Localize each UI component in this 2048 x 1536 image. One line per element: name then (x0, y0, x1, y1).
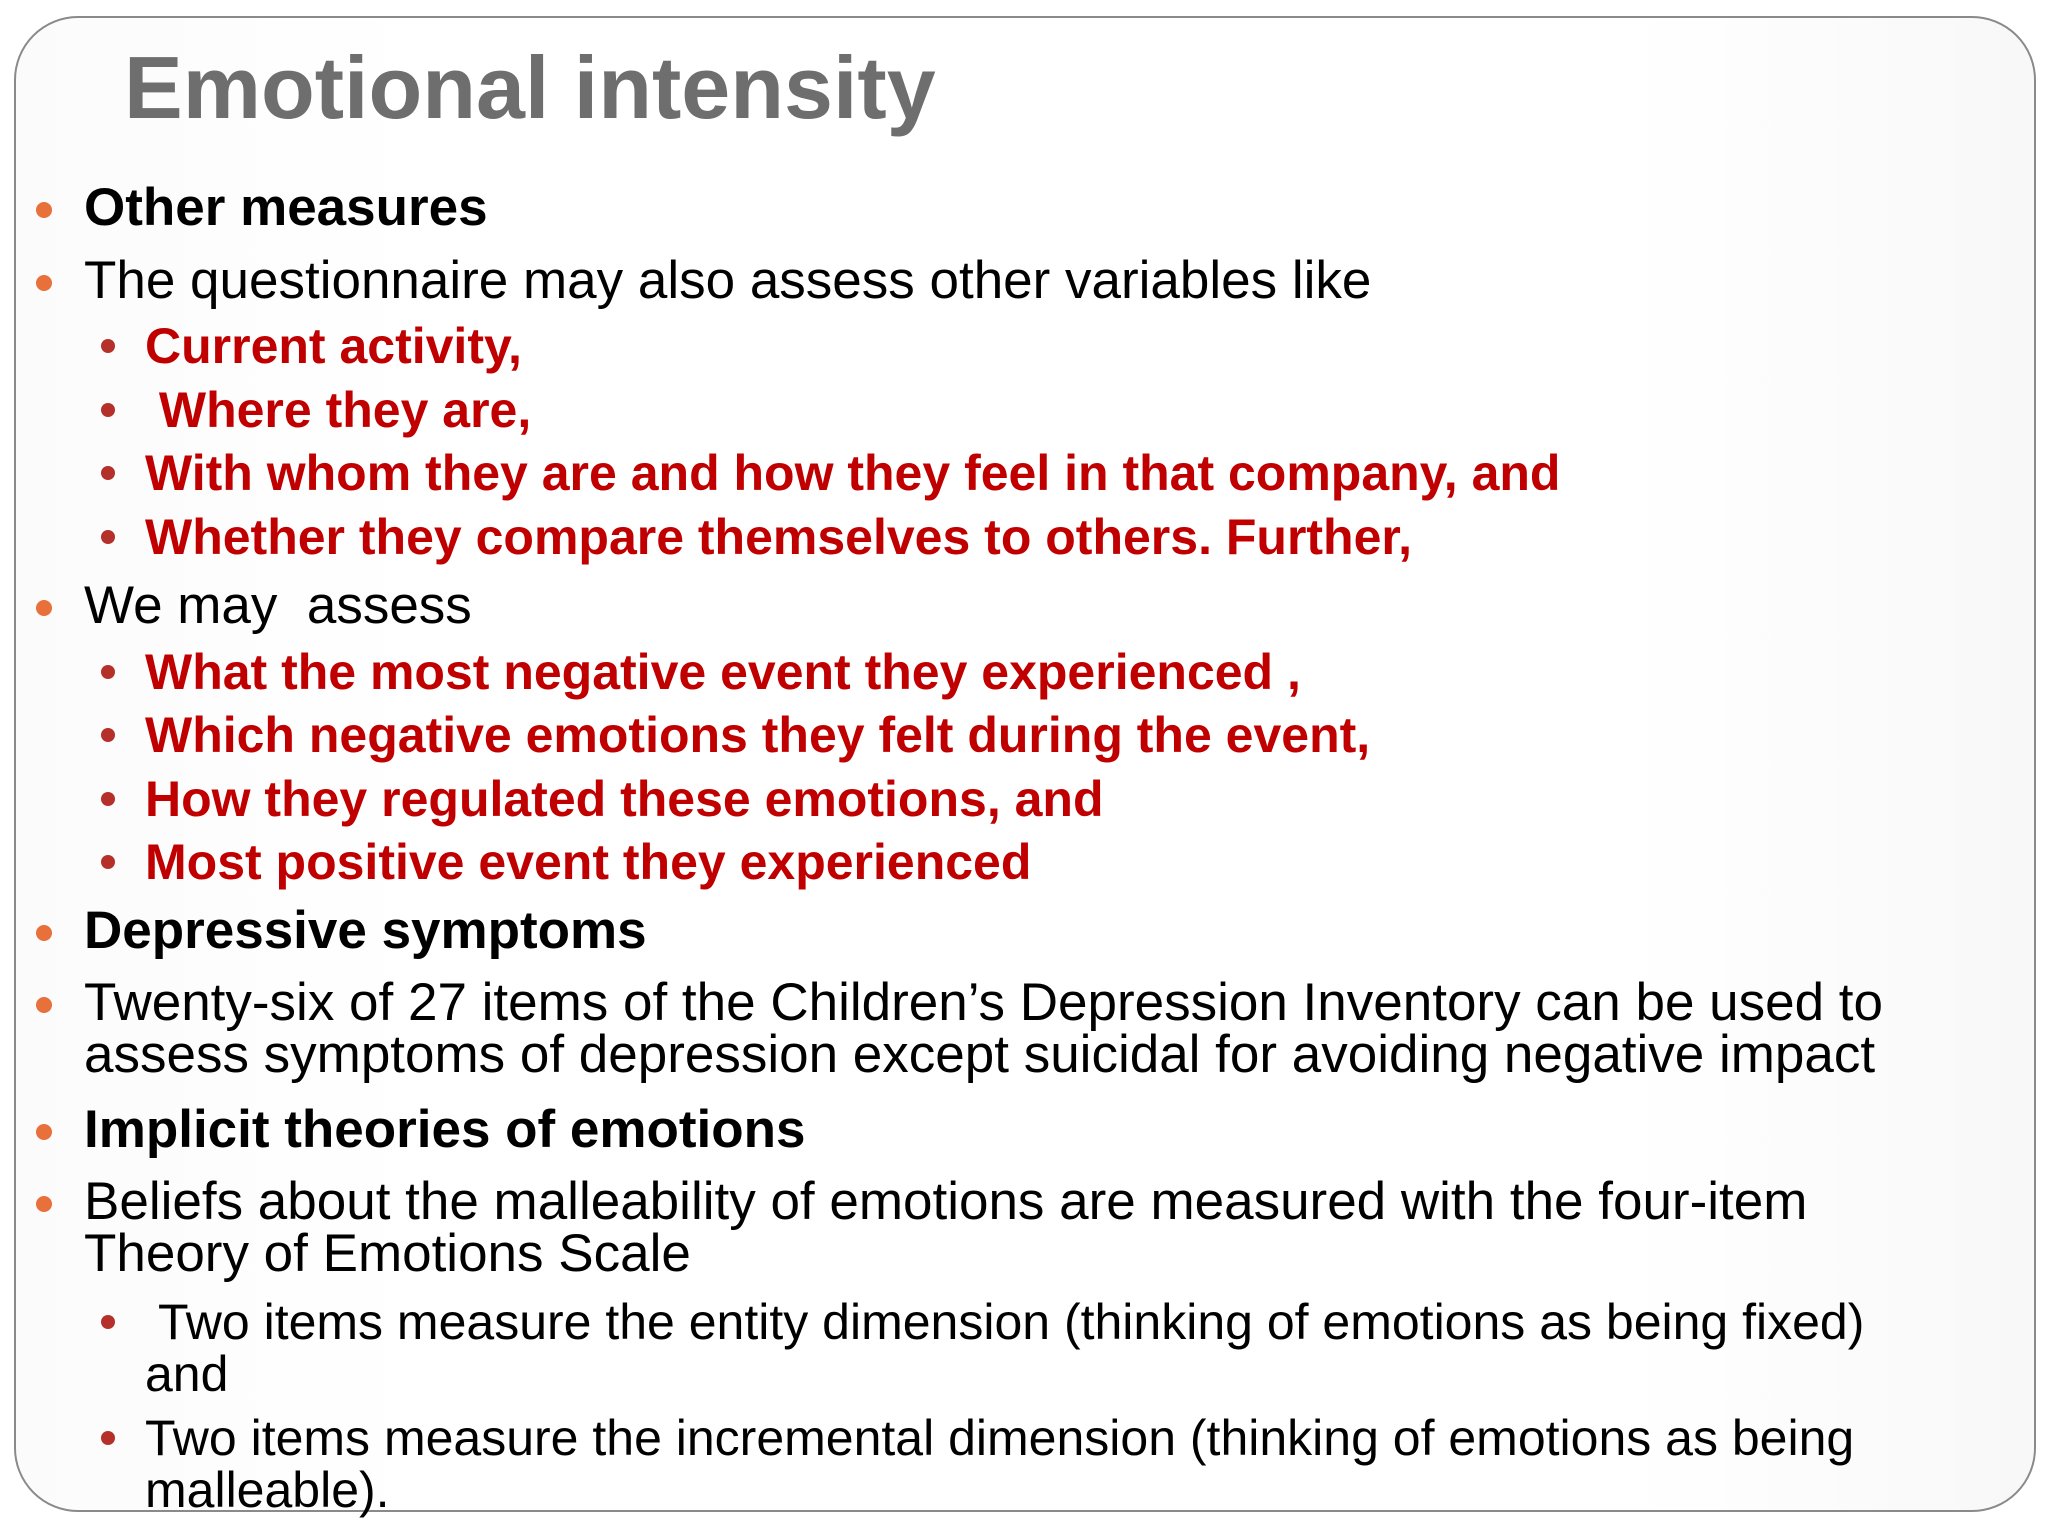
bullet-text: Depressive symptoms (84, 901, 647, 960)
slide-frame (14, 16, 2036, 1512)
bullet-text: The questionnaire may also assess other variables like (84, 251, 1372, 310)
bullet-text: What the most negative event they experienced , (145, 644, 1301, 700)
bullet-text-line: Theory of Emotions Scale (84, 1224, 691, 1283)
bullet-text: Where they are, (145, 382, 532, 438)
bullet-text-line: Twenty-six of 27 items of the Children’s Depression Inventory can be used to (84, 973, 1883, 1032)
bullet-text-line: Two items measure the incremental dimension (thinking of emotions as being (145, 1410, 1855, 1466)
slide-title: Emotional intensity (124, 38, 936, 137)
bullet-text: Implicit theories of emotions (84, 1100, 806, 1159)
bullet-text-line: assess symptoms of depression except suicidal for avoiding negative impact (84, 1025, 1876, 1084)
bullet-text: We may assess (84, 576, 472, 635)
bullet-text: Most positive event they experienced (145, 834, 1032, 890)
bullet-text-line: malleable). (145, 1462, 390, 1518)
bullet-text: Other measures (84, 178, 488, 237)
bullet-text-line: Two items measure the entity dimension (thinking of emotions as being fixed) (145, 1294, 1865, 1350)
bullet-text-line: Beliefs about the malleability of emotions are measured with the four-item (84, 1172, 1808, 1231)
bullet-text: With whom they are and how they feel in that company, and (145, 445, 1561, 501)
bullet-text: How they regulated these emotions, and (145, 771, 1104, 827)
bullet-text-line: and (145, 1346, 229, 1402)
bullet-text: Which negative emotions they felt during the event, (145, 707, 1371, 763)
bullet-text: Current activity, (145, 318, 522, 374)
bullet-text: Whether they compare themselves to others. Further, (145, 509, 1412, 565)
